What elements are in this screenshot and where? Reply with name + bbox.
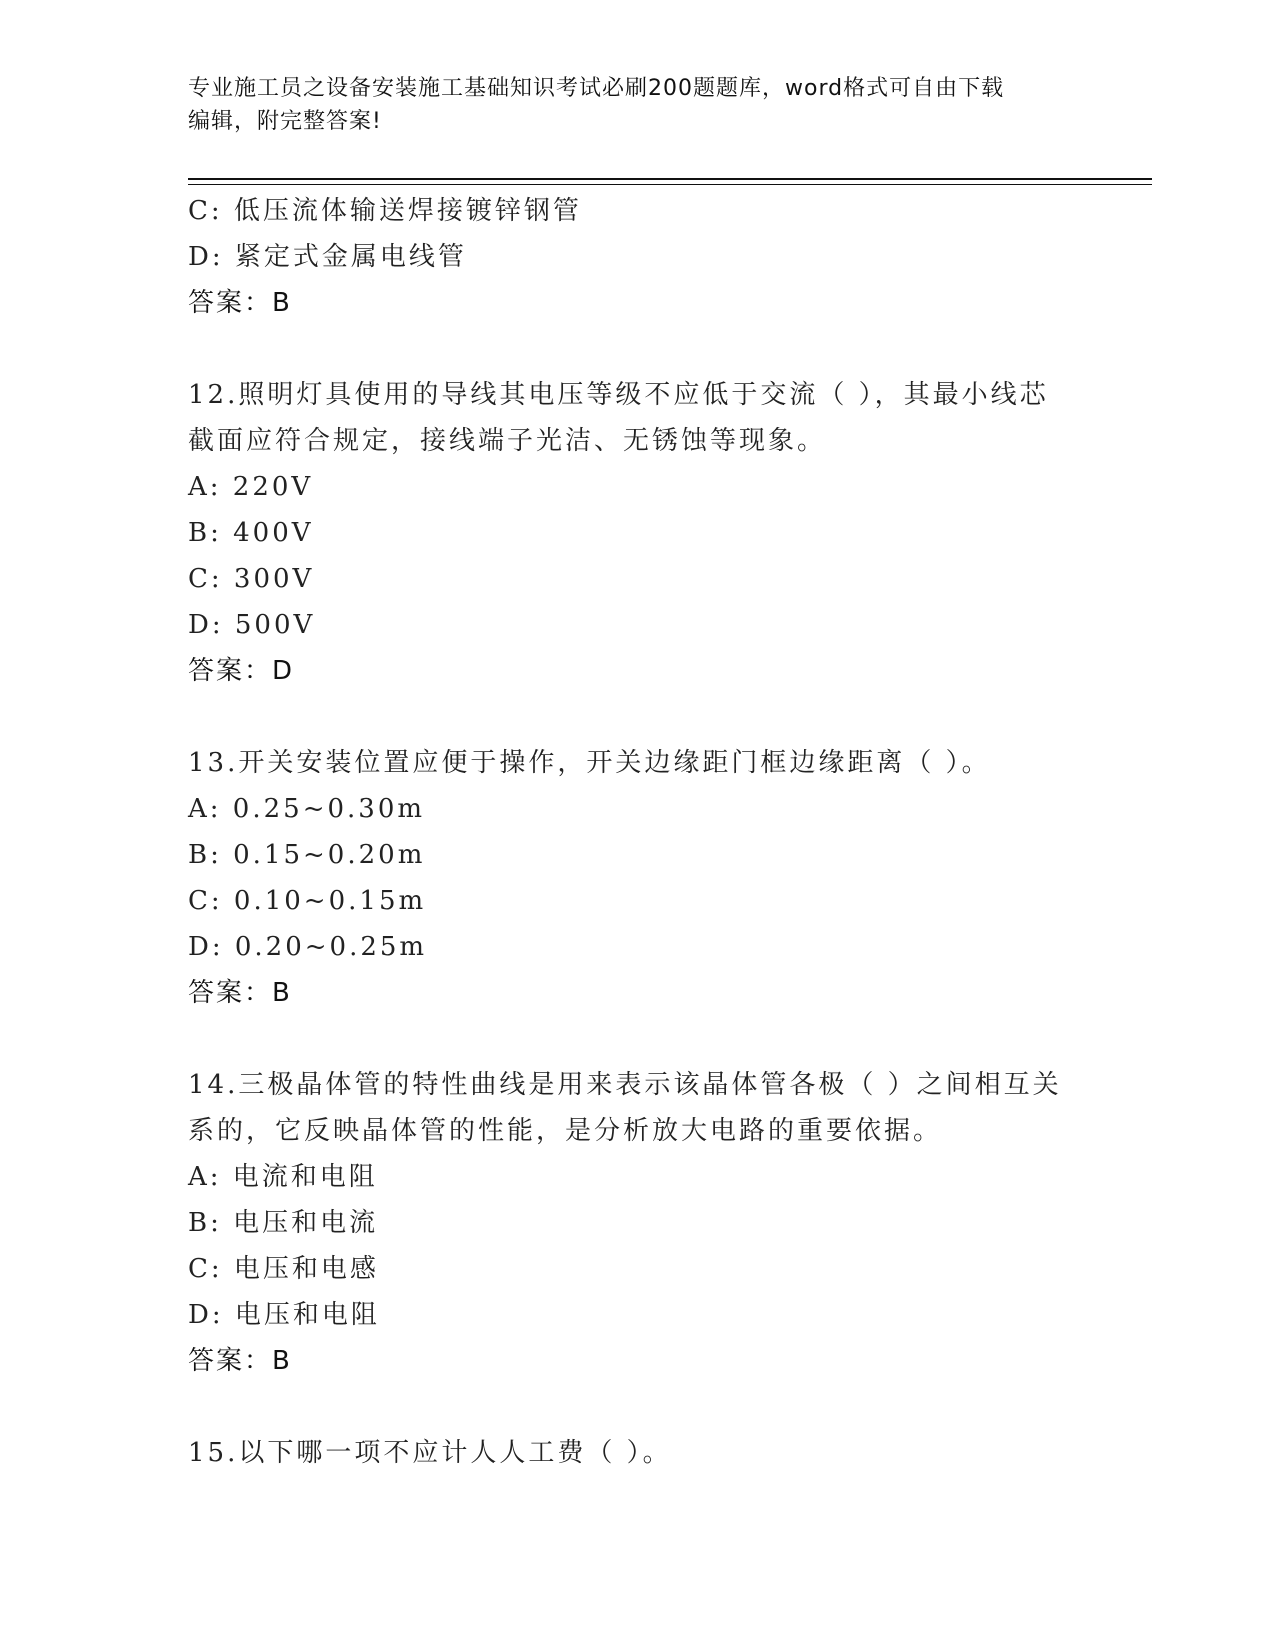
answer: 答案：B bbox=[188, 978, 292, 1008]
spacer bbox=[188, 1384, 1088, 1430]
option-d: D: 紧定式金属电线管 bbox=[188, 242, 467, 272]
question-14 bbox=[188, 1062, 1088, 1384]
option-c: C: 低压流体输送焊接镀锌钢管 bbox=[188, 196, 582, 226]
spacer bbox=[188, 326, 1088, 372]
header-rule-thin bbox=[188, 184, 1152, 185]
question-13 bbox=[188, 740, 1088, 1016]
option-d: D: 500V bbox=[188, 610, 316, 640]
question-stem: 系的，它反映晶体管的性能，是分析放大电路的重要依据。 bbox=[188, 1116, 943, 1146]
spacer bbox=[188, 1016, 1088, 1062]
answer: 答案：B bbox=[188, 288, 292, 318]
header-title-line2: 编辑，附完整答案! bbox=[188, 109, 382, 134]
option-b: B: 电压和电流 bbox=[188, 1208, 379, 1238]
option-c: C: 电压和电感 bbox=[188, 1254, 379, 1284]
question-11 bbox=[188, 188, 1088, 326]
option-d: D: 电压和电阻 bbox=[188, 1300, 380, 1330]
option-a: A: 0.25~0.30m bbox=[188, 794, 426, 824]
option-a: A: 电流和电阻 bbox=[188, 1162, 378, 1192]
question-stem: 13.开关安装位置应便于操作，开关边缘距门框边缘距离（ ）。 bbox=[188, 748, 991, 778]
header-title-line1: 专业施工员之设备安装施工基础知识考试必刷200题题库，word格式可自由下载 bbox=[188, 76, 1005, 101]
header-rule-thick bbox=[188, 178, 1152, 180]
answer: 答案：B bbox=[188, 1346, 292, 1376]
question-15 bbox=[188, 1430, 1088, 1476]
question-list bbox=[188, 188, 1088, 1476]
option-d: D: 0.20~0.25m bbox=[188, 932, 428, 962]
question-stem: 12.照明灯具使用的导线其电压等级不应低于交流（ ），其最小线芯 bbox=[188, 380, 1049, 410]
document-header bbox=[188, 72, 1068, 138]
option-b: B: 400V bbox=[188, 518, 314, 548]
answer: 答案：D bbox=[188, 656, 295, 686]
question-stem: 15.以下哪一项不应计人人工费（ ）。 bbox=[188, 1438, 672, 1468]
question-stem: 截面应符合规定，接线端子光洁、无锈蚀等现象。 bbox=[188, 426, 827, 456]
question-12 bbox=[188, 372, 1088, 694]
option-c: C: 0.10~0.15m bbox=[188, 886, 427, 916]
option-c: C: 300V bbox=[188, 564, 315, 594]
option-b: B: 0.15~0.20m bbox=[188, 840, 426, 870]
option-a: A: 220V bbox=[188, 472, 314, 502]
spacer bbox=[188, 694, 1088, 740]
question-stem: 14.三极晶体管的特性曲线是用来表示该晶体管各极（ ）之间相互关 bbox=[188, 1070, 1062, 1100]
